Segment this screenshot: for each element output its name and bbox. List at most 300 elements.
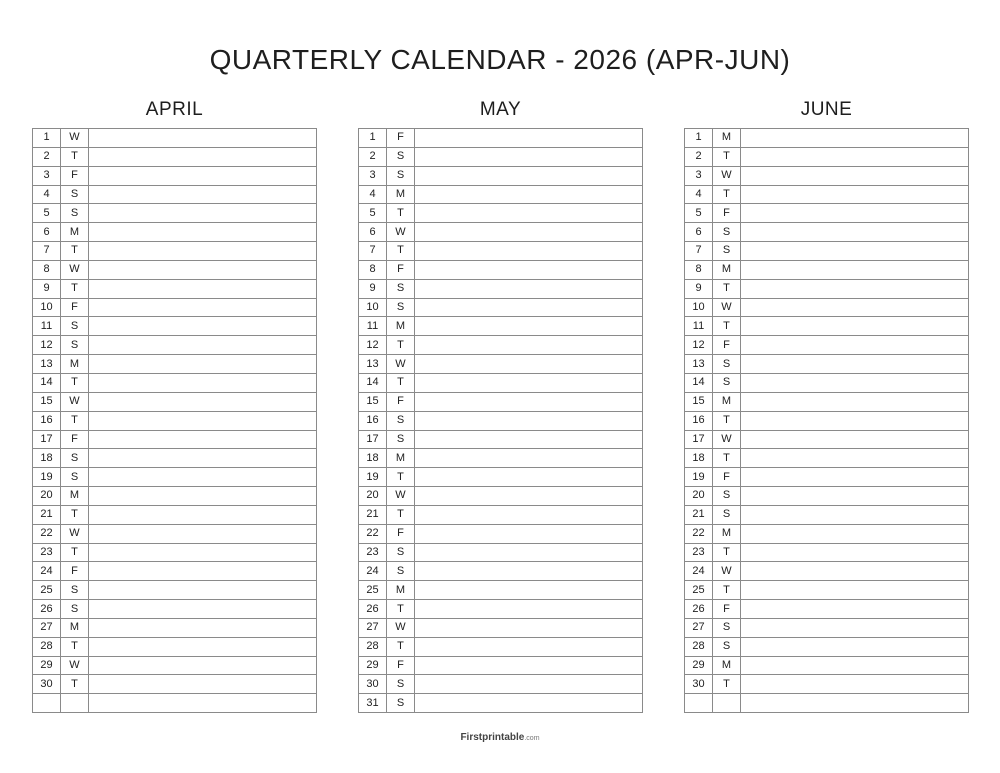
note-cell[interactable] [415,242,643,261]
day-number: 19 [359,468,387,487]
day-of-week: F [387,656,415,675]
day-number: 26 [685,600,713,619]
calendar-row [33,430,317,449]
note-cell[interactable] [741,449,969,468]
calendar-row [359,637,643,656]
calendar-row [685,656,969,675]
note-cell[interactable] [89,223,317,242]
day-number: 18 [33,449,61,468]
day-number: 6 [33,223,61,242]
day-of-week: W [387,355,415,374]
day-number: 9 [359,279,387,298]
day-of-week [713,694,741,713]
calendar-row [359,223,643,242]
day-number: 10 [685,298,713,317]
day-of-week: W [713,298,741,317]
day-number: 21 [359,505,387,524]
note-cell[interactable] [415,487,643,506]
calendar-row [33,411,317,430]
day-of-week: W [61,392,89,411]
day-number: 12 [685,336,713,355]
day-of-week: F [387,260,415,279]
note-cell[interactable] [415,524,643,543]
note-cell[interactable] [89,694,317,713]
note-cell[interactable] [741,411,969,430]
note-cell[interactable] [741,147,969,166]
calendar-row [359,242,643,261]
calendar-row [359,355,643,374]
note-cell[interactable] [741,637,969,656]
note-cell[interactable] [89,260,317,279]
day-number: 28 [359,637,387,656]
calendar-row [685,694,969,713]
note-cell[interactable] [741,279,969,298]
day-of-week: W [61,524,89,543]
calendar-row [359,468,643,487]
day-of-week: T [61,411,89,430]
day-of-week: F [61,298,89,317]
note-cell[interactable] [415,600,643,619]
day-number: 13 [359,355,387,374]
day-of-week: S [387,562,415,581]
note-cell[interactable] [741,562,969,581]
note-cell[interactable] [741,543,969,562]
day-of-week: T [387,204,415,223]
calendar-row [359,675,643,694]
month-table [358,128,643,713]
day-of-week: M [61,487,89,506]
note-cell[interactable] [415,204,643,223]
note-cell[interactable] [415,505,643,524]
note-cell[interactable] [741,524,969,543]
day-number: 15 [33,392,61,411]
note-cell[interactable] [741,336,969,355]
note-cell[interactable] [741,618,969,637]
day-number: 25 [33,581,61,600]
day-number: 30 [685,675,713,694]
note-cell[interactable] [89,637,317,656]
calendar-row [359,618,643,637]
day-of-week: W [387,618,415,637]
day-number: 13 [33,355,61,374]
note-cell[interactable] [415,581,643,600]
day-of-week: M [713,260,741,279]
day-number: 22 [359,524,387,543]
calendar-row [685,279,969,298]
calendar-row [685,242,969,261]
note-cell[interactable] [415,298,643,317]
day-of-week: F [61,562,89,581]
note-cell[interactable] [415,373,643,392]
day-of-week: W [713,166,741,185]
note-cell[interactable] [741,656,969,675]
calendar-row [359,147,643,166]
day-number: 3 [685,166,713,185]
calendar-row [685,392,969,411]
day-of-week: F [713,600,741,619]
note-cell[interactable] [415,317,643,336]
note-cell[interactable] [741,430,969,449]
day-of-week: S [713,618,741,637]
note-cell[interactable] [415,656,643,675]
note-cell[interactable] [415,260,643,279]
note-cell[interactable] [741,468,969,487]
day-number [33,694,61,713]
calendar-row [359,185,643,204]
calendar-row [33,656,317,675]
day-of-week: W [713,562,741,581]
page-title: QUARTERLY CALENDAR - 2026 (APR-JUN) [209,44,791,75]
note-cell[interactable] [89,543,317,562]
note-cell[interactable] [89,317,317,336]
note-cell[interactable] [741,355,969,374]
day-of-week: T [61,505,89,524]
day-of-week: T [61,147,89,166]
day-of-week: S [387,147,415,166]
day-of-week: S [61,581,89,600]
note-cell[interactable] [415,562,643,581]
day-number: 4 [33,185,61,204]
note-cell[interactable] [741,600,969,619]
month-table [32,128,317,713]
day-of-week: M [713,392,741,411]
note-cell[interactable] [415,430,643,449]
note-cell[interactable] [415,336,643,355]
day-of-week: S [387,298,415,317]
day-of-week: M [61,355,89,374]
note-cell[interactable] [89,185,317,204]
day-of-week: S [61,317,89,336]
day-of-week: T [713,581,741,600]
note-cell[interactable] [741,487,969,506]
day-number: 20 [359,487,387,506]
note-cell[interactable] [89,336,317,355]
day-number: 23 [33,543,61,562]
day-number: 24 [33,562,61,581]
day-of-week: T [713,147,741,166]
month-table [684,128,969,713]
note-cell[interactable] [741,129,969,148]
note-cell[interactable] [415,637,643,656]
day-number: 2 [359,147,387,166]
calendar-row [685,260,969,279]
day-number: 5 [359,204,387,223]
note-cell[interactable] [415,223,643,242]
day-of-week: S [387,411,415,430]
day-of-week: F [61,166,89,185]
day-of-week: M [61,223,89,242]
calendar-row [685,129,969,148]
calendar-row [685,355,969,374]
note-cell[interactable] [89,449,317,468]
day-number: 2 [33,147,61,166]
day-of-week: T [387,637,415,656]
note-cell[interactable] [415,675,643,694]
day-of-week: M [387,449,415,468]
note-cell[interactable] [741,581,969,600]
note-cell[interactable] [741,185,969,204]
calendar-row [33,487,317,506]
calendar-row [359,279,643,298]
note-cell[interactable] [415,355,643,374]
day-number: 21 [685,505,713,524]
day-number: 16 [33,411,61,430]
day-of-week: T [713,317,741,336]
note-cell[interactable] [89,242,317,261]
calendar-row [359,129,643,148]
note-cell[interactable] [741,260,969,279]
day-of-week: W [387,223,415,242]
calendar-row [33,524,317,543]
day-number: 16 [359,411,387,430]
calendar-row [359,411,643,430]
note-cell[interactable] [89,166,317,185]
day-of-week: T [61,637,89,656]
calendar-row [685,618,969,637]
note-cell[interactable] [741,675,969,694]
note-cell[interactable] [741,373,969,392]
day-of-week: W [713,430,741,449]
day-of-week: S [387,166,415,185]
day-number: 30 [33,675,61,694]
note-cell[interactable] [415,618,643,637]
calendar-row [359,317,643,336]
calendar-row [33,223,317,242]
day-of-week: T [61,279,89,298]
day-of-week: T [387,468,415,487]
day-number: 2 [685,147,713,166]
day-of-week: S [713,355,741,374]
calendar-row [33,373,317,392]
note-cell[interactable] [89,147,317,166]
note-cell[interactable] [89,505,317,524]
calendar-row [685,166,969,185]
note-cell[interactable] [89,618,317,637]
note-cell[interactable] [89,487,317,506]
calendar-row [33,260,317,279]
calendar-row [33,581,317,600]
note-cell[interactable] [415,449,643,468]
day-number: 17 [33,430,61,449]
note-cell[interactable] [89,656,317,675]
day-number: 15 [685,392,713,411]
calendar-row [33,355,317,374]
day-number: 28 [685,637,713,656]
note-cell[interactable] [415,147,643,166]
note-cell[interactable] [89,373,317,392]
note-cell[interactable] [415,411,643,430]
day-number: 26 [359,600,387,619]
day-number: 31 [359,694,387,713]
day-of-week: T [713,675,741,694]
note-cell[interactable] [741,505,969,524]
note-cell[interactable] [741,166,969,185]
note-cell[interactable] [415,185,643,204]
calendar-row [685,298,969,317]
day-of-week: F [713,204,741,223]
calendar-row [685,637,969,656]
note-cell[interactable] [415,279,643,298]
month-title: MAY [479,99,522,120]
day-of-week: T [713,449,741,468]
note-cell[interactable] [415,468,643,487]
brand-tld: .com [524,735,540,742]
day-number: 21 [33,505,61,524]
day-of-week: M [61,618,89,637]
day-of-week: T [387,373,415,392]
day-number: 10 [33,298,61,317]
note-cell[interactable] [89,581,317,600]
day-of-week [61,694,89,713]
day-of-week: T [713,411,741,430]
day-of-week: T [387,336,415,355]
calendar-row [685,204,969,223]
day-number: 18 [685,449,713,468]
day-number: 30 [359,675,387,694]
day-number: 1 [685,129,713,148]
calendar-row [685,487,969,506]
day-of-week: T [61,373,89,392]
calendar-row [685,562,969,581]
month-title: JUNE [800,99,853,120]
calendar-row [359,694,643,713]
note-cell[interactable] [89,524,317,543]
calendar-row [359,336,643,355]
calendar-row [685,524,969,543]
calendar-row [359,166,643,185]
day-number: 14 [33,373,61,392]
note-cell[interactable] [741,694,969,713]
calendar-row [685,223,969,242]
note-cell[interactable] [89,204,317,223]
calendar-row [33,204,317,223]
calendar-row [33,392,317,411]
calendar-row [685,336,969,355]
note-cell[interactable] [89,430,317,449]
day-of-week: M [713,656,741,675]
day-number: 9 [685,279,713,298]
note-cell[interactable] [415,694,643,713]
note-cell[interactable] [415,543,643,562]
day-of-week: S [713,223,741,242]
day-of-week: T [387,242,415,261]
day-number: 8 [33,260,61,279]
day-of-week: M [713,129,741,148]
calendar-row [685,147,969,166]
note-cell[interactable] [415,129,643,148]
note-cell[interactable] [741,204,969,223]
calendar-row [359,543,643,562]
day-number: 4 [359,185,387,204]
note-cell[interactable] [741,223,969,242]
month-april [32,98,317,713]
day-number: 3 [359,166,387,185]
note-cell[interactable] [741,392,969,411]
note-cell[interactable] [89,392,317,411]
day-number: 23 [359,543,387,562]
day-of-week: W [61,260,89,279]
calendar-row [359,505,643,524]
brand-name: Firstprintable [460,732,525,743]
note-cell[interactable] [415,166,643,185]
note-cell[interactable] [89,562,317,581]
calendar-row [685,543,969,562]
day-of-week: S [713,637,741,656]
note-cell[interactable] [415,392,643,411]
note-cell[interactable] [89,279,317,298]
day-of-week: S [713,505,741,524]
day-number: 12 [33,336,61,355]
day-of-week: S [61,336,89,355]
day-of-week: W [61,656,89,675]
day-of-week: S [713,373,741,392]
calendar-row [33,166,317,185]
note-cell[interactable] [89,298,317,317]
day-number: 27 [359,618,387,637]
calendar-row [33,675,317,694]
calendar-row [359,600,643,619]
day-number: 23 [685,543,713,562]
calendar-row [359,524,643,543]
day-number: 12 [359,336,387,355]
note-cell[interactable] [89,675,317,694]
note-cell[interactable] [741,317,969,336]
note-cell[interactable] [89,411,317,430]
day-number: 27 [685,618,713,637]
day-number: 29 [33,656,61,675]
day-number: 6 [685,223,713,242]
day-number: 11 [359,317,387,336]
footer-brand [0,732,1000,743]
calendar-row [359,260,643,279]
day-number: 20 [33,487,61,506]
day-number: 1 [33,129,61,148]
calendar-row [685,449,969,468]
day-number: 5 [685,204,713,223]
day-of-week: T [61,543,89,562]
month-title: APRIL [145,99,204,120]
calendar-row [685,468,969,487]
day-of-week: S [387,675,415,694]
day-of-week: S [713,487,741,506]
calendar-row [33,242,317,261]
calendar-row [33,336,317,355]
day-of-week: T [387,505,415,524]
day-number: 17 [685,430,713,449]
day-of-week: S [61,185,89,204]
day-of-week: T [61,242,89,261]
note-cell[interactable] [89,468,317,487]
day-of-week: S [713,242,741,261]
calendar-row [33,543,317,562]
calendar-row [359,581,643,600]
note-cell[interactable] [741,242,969,261]
calendar-row [33,185,317,204]
note-cell[interactable] [89,600,317,619]
calendar-row [359,656,643,675]
day-of-week: S [61,468,89,487]
day-number: 10 [359,298,387,317]
calendar-row [359,204,643,223]
day-number: 7 [685,242,713,261]
note-cell[interactable] [89,129,317,148]
note-cell[interactable] [741,298,969,317]
day-number: 6 [359,223,387,242]
calendar-row [33,637,317,656]
day-number: 5 [33,204,61,223]
note-cell[interactable] [89,355,317,374]
calendar-row [33,298,317,317]
